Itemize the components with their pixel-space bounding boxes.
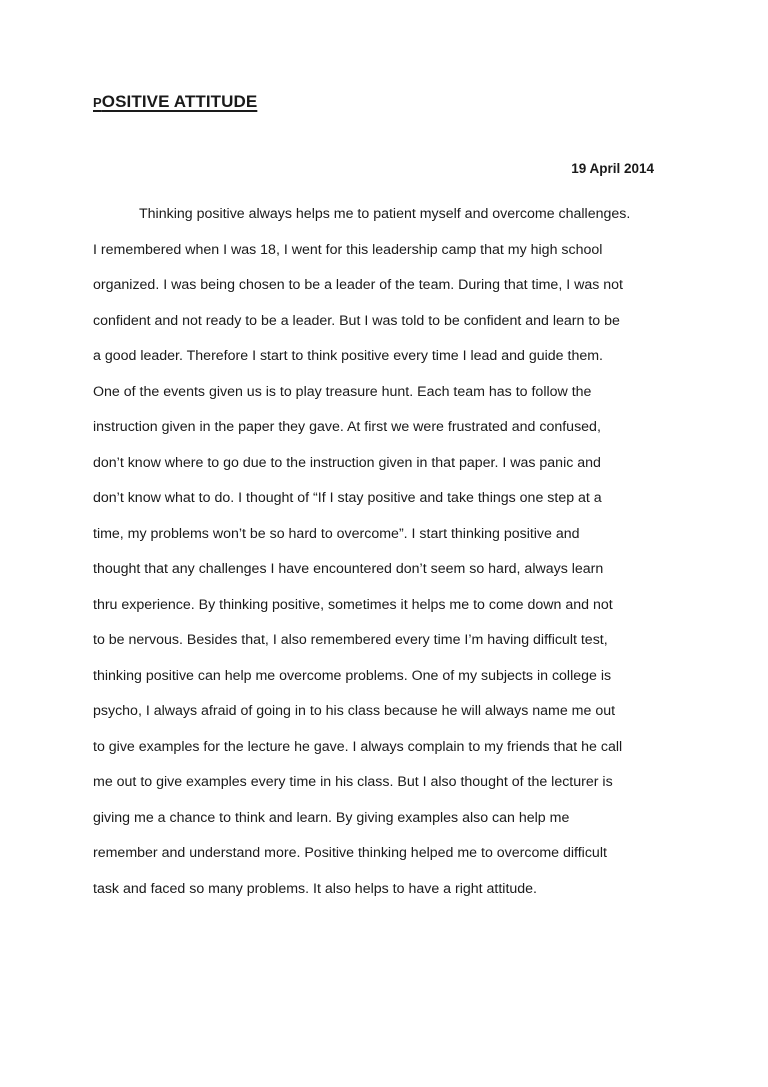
text-line: organized. I was being chosen to be a leader of the team. During that time, I was not <box>93 277 623 293</box>
text-line: thinking positive can help me overcome problems. One of my subjects in college is <box>93 667 612 684</box>
essay-paragraph <box>93 200 693 910</box>
text-line: don’t know where to go due to the instruction given in that paper. I was panic and <box>93 454 601 471</box>
text-line: thought that any challenges I have encountered don’t seem so hard, always learn <box>93 561 604 577</box>
text-line: instruction given in the paper they gave. At first we were frustrated and confused, <box>93 419 601 435</box>
text-line: One of the events given us is to play treasure hunt. Each team has to follow the <box>93 383 592 400</box>
text-line: a good leader. Therefore I start to think positive every time I lead and guide them. <box>93 348 603 364</box>
document-date: 19 April 2014 <box>571 161 654 176</box>
title-first-letter: P <box>93 95 102 110</box>
text-line: task and faced so many problems. It also helps to have a right attitude. <box>93 880 538 897</box>
text-line: remember and understand more. Positive thinking helped me to overcome difficult <box>93 845 607 861</box>
text-line: thru experience. By thinking positive, sometimes it helps me to come down and not <box>93 596 613 613</box>
text-line: to give examples for the lecture he gave. I always complain to my friends that he call <box>93 738 623 755</box>
text-line: confident and not ready to be a leader. But I was told to be confident and learn to be <box>93 312 620 329</box>
text-line: me out to give examples every time in his class. But I also thought of the lecturer is <box>93 774 613 790</box>
text-line: Thinking positive always helps me to patient myself and overcome challenges. <box>139 206 631 222</box>
document-title <box>93 92 257 112</box>
text-line: to be nervous. Besides that, I also remembered every time I’m having difficult test, <box>93 632 608 648</box>
title-rest: OSITIVE ATTITUDE <box>101 92 258 111</box>
text-line: don’t know what to do. I thought of “If I stay positive and take things one step at a <box>93 490 602 506</box>
text-line: giving me a chance to think and learn. By giving examples also can help me <box>93 809 570 826</box>
text-line: time, my problems won’t be so hard to overcome”. I start thinking positive and <box>93 525 580 542</box>
text-line: I remembered when I was 18, I went for this leadership camp that my high school <box>93 241 603 258</box>
text-line: psycho, I always afraid of going in to his class because he will always name me out <box>93 703 616 719</box>
